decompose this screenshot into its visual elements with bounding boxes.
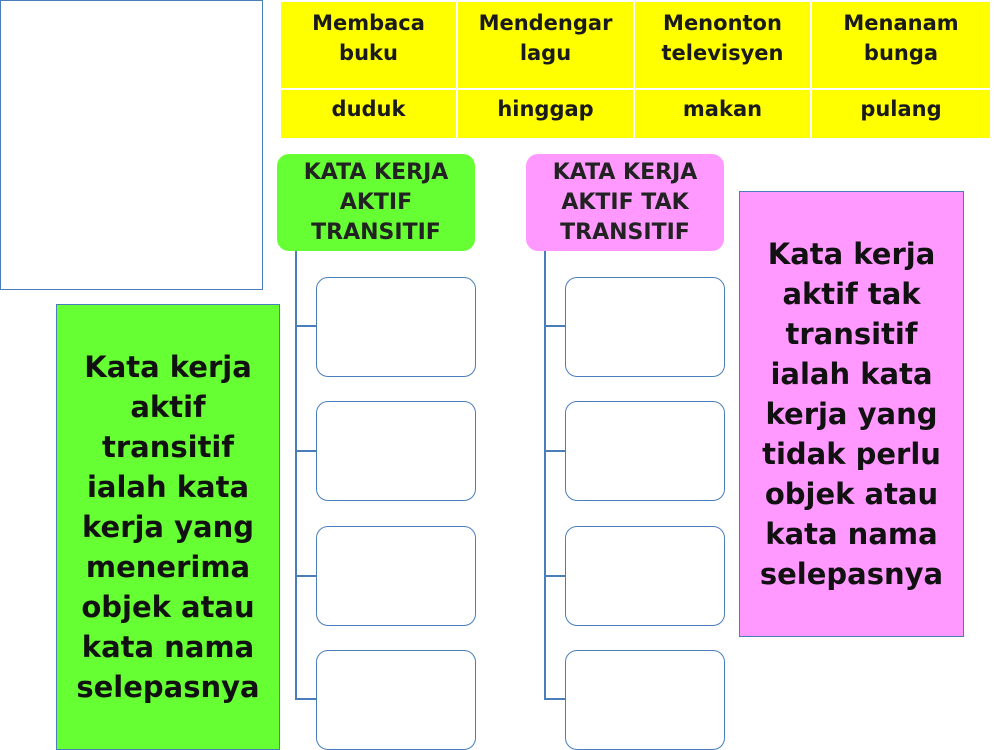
connector-branch bbox=[295, 450, 317, 452]
definition-transitive-text: Kata kerja aktif transitif ialah kata kerja yang menerima objek atau kata nama selepasnya bbox=[76, 350, 260, 704]
connector-branch bbox=[295, 325, 317, 327]
drop-slot-intransitive-4[interactable] bbox=[565, 650, 725, 750]
definition-intransitive bbox=[739, 191, 964, 637]
image-frame bbox=[0, 0, 263, 290]
connector-branch bbox=[544, 325, 566, 327]
drop-slot-intransitive-3[interactable] bbox=[565, 526, 725, 626]
word-card-hinggap[interactable]: hinggap bbox=[458, 90, 633, 138]
connector-branch bbox=[544, 575, 566, 577]
connector-trunk-intransitive bbox=[544, 251, 546, 699]
word-card-pulang[interactable]: pulang bbox=[812, 90, 990, 138]
connector-branch bbox=[544, 450, 566, 452]
drop-slot-intransitive-2[interactable] bbox=[565, 401, 725, 501]
word-card-duduk[interactable]: duduk bbox=[281, 90, 456, 138]
drop-slot-intransitive-1[interactable] bbox=[565, 277, 725, 377]
definition-intransitive-text: Kata kerja aktif tak transitif ialah kata kerja yang tidak perlu objek atau kata nama selepasnya bbox=[759, 237, 944, 591]
word-card-menanam-bunga[interactable]: Menanam bunga bbox=[812, 2, 990, 88]
connector-trunk-transitive bbox=[295, 251, 297, 699]
drop-slot-transitive-2[interactable] bbox=[316, 401, 476, 501]
word-card-makan[interactable]: makan bbox=[635, 90, 810, 138]
drop-slot-transitive-4[interactable] bbox=[316, 650, 476, 750]
header-intransitive: KATA KERJA AKTIF TAK TRANSITIF bbox=[526, 154, 724, 251]
word-card-mendengar-lagu[interactable]: Mendengar lagu bbox=[458, 2, 633, 88]
definition-transitive bbox=[56, 304, 280, 750]
word-card-membaca-buku[interactable]: Membaca buku bbox=[281, 2, 456, 88]
drop-slot-transitive-1[interactable] bbox=[316, 277, 476, 377]
header-transitive: KATA KERJA AKTIF TRANSITIF bbox=[277, 154, 475, 251]
word-card-menonton-televisyen[interactable]: Menonton televisyen bbox=[635, 2, 810, 88]
connector-branch bbox=[295, 575, 317, 577]
connector-branch bbox=[544, 698, 566, 700]
connector-branch bbox=[295, 698, 317, 700]
drop-slot-transitive-3[interactable] bbox=[316, 526, 476, 626]
